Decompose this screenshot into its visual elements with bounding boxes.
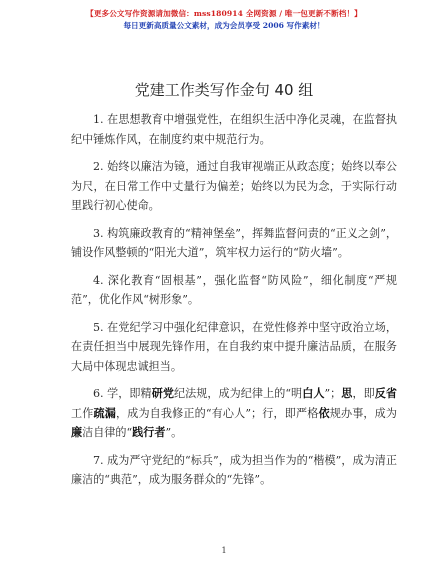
p6-text: 洁自律的“ [82, 426, 133, 439]
p6-bold: 疏漏 [93, 406, 116, 420]
p6-bold: 廉 [71, 426, 83, 439]
p6-text: 事，成为 [352, 406, 397, 420]
page-number: 1 [221, 546, 227, 555]
paragraph-5: 5. 在党纪学习中强化纪律意识，在党性修养中坚守政治立场，在责任担当中展现先锋作用，在自我约束中提升廉洁品质，在服务大局中体现忠诚担当。 [71, 320, 397, 373]
document-title: 党建工作类写作金句 40 组 [134, 81, 314, 99]
p6-text: 工作 [71, 406, 94, 420]
paragraph-4: 4. 深化教育“固根基”，强化监督“防风险”，细化制度“严规范”，优化作风“树形象”。 [71, 273, 397, 306]
p6-bold: 思 [341, 387, 353, 400]
p6-bold: 研党 [151, 387, 174, 400]
p6-bold: 白人 [302, 387, 325, 400]
p6-bold: 践行者 [132, 426, 166, 439]
p6-text: 6. 学，即精 [93, 387, 152, 400]
p6-text: 纪法规，成为纪律上的“明 [173, 387, 303, 400]
p6-text: 规办 [329, 406, 353, 420]
promo-line-2: 每日更新高质量公文素材，成为会员享受 2006 写作素材！ [123, 21, 325, 30]
p6-text: ，即 [352, 387, 375, 400]
promo-banner [0, 8, 448, 31]
p6-bold: 反省 [374, 387, 397, 400]
p6-text: ”。 [165, 426, 183, 439]
promo-line-1: 【更多公文写作资源请加微信：mss180914 全网资源 / 唯一包更新不断档！】 [86, 9, 362, 18]
paragraph-3: 3. 构筑廉政教育的“精神堡垒”，挥舞监督问责的“正义之剑”，铺设作风整顿的“阳光大道”，筑牢权力运行的“防火墙”。 [71, 226, 397, 259]
document-body [71, 110, 397, 498]
paragraph-2: 2. 始终以廉洁为镜，通过自我审视端正从政态度；始终以奉公为尺，在日常工作中丈量行为偏差；始终以为民为念，于实际行动里践行初心使命。 [71, 160, 397, 212]
paragraph-1: 1. 在思想教育中增强党性，在组织生活中净化灵魂，在监督执纪中锤炼作风，在制度约束中规范行为。 [71, 113, 397, 146]
p6-bold: 依 [318, 406, 330, 420]
paragraph-7: 7. 成为严守党纪的“标兵”，成为担当作为的“楷模”，成为清正廉洁的“典范”，成为服务群众的“先锋”。 [71, 453, 397, 486]
p6-text: ”； [324, 387, 342, 400]
p6-text: ，成为自我修正的“有心人”；行，即严格 [115, 406, 319, 420]
paragraph-6 [71, 384, 397, 443]
